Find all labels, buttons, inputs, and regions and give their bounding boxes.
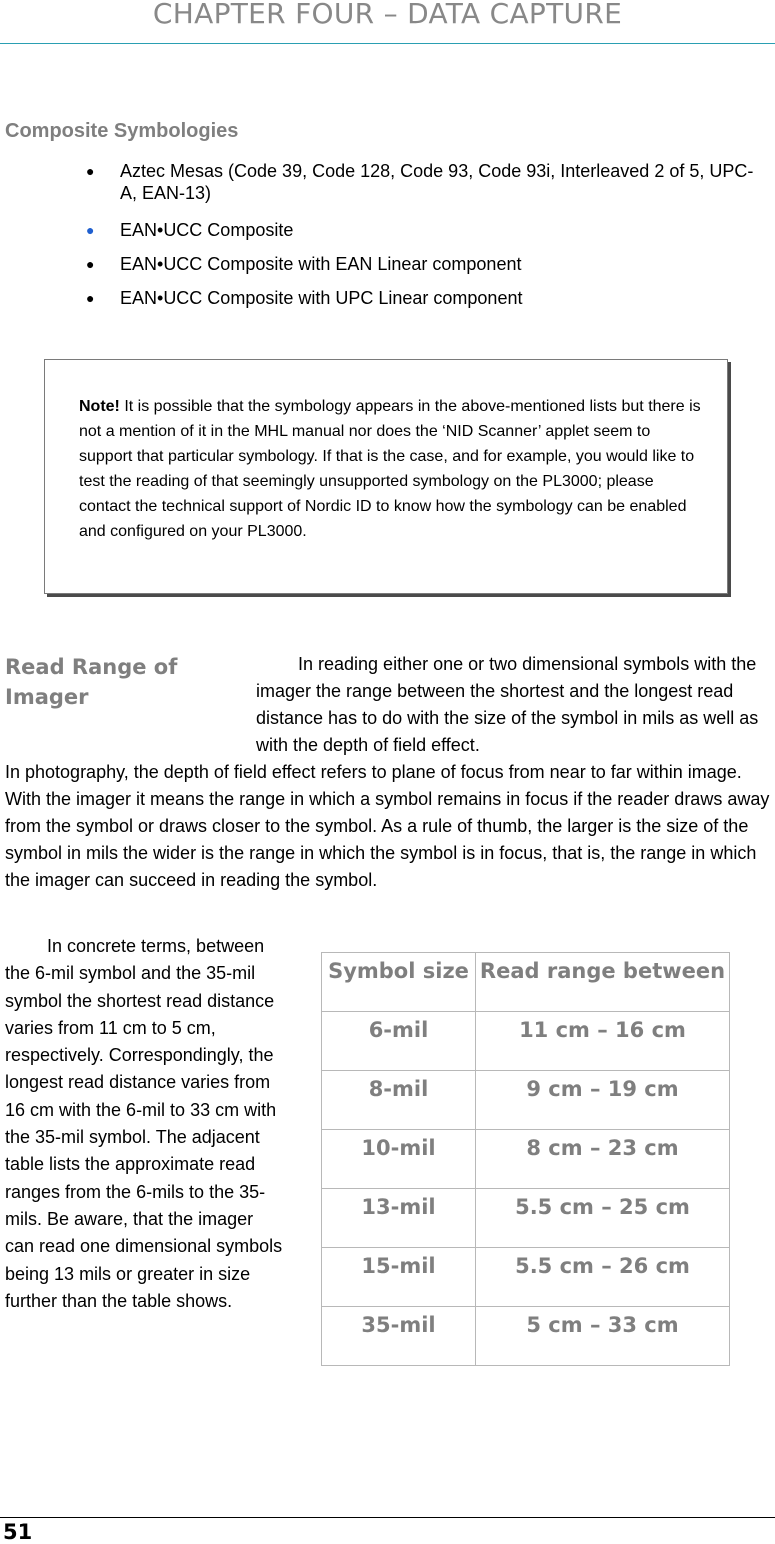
list-item-text: EAN•UCC Composite with UPC Linear component <box>120 288 523 308</box>
column-header-read-range: Read range between <box>476 953 730 1012</box>
cell-symbol-size: 13-mil <box>322 1189 476 1248</box>
cell-symbol-size: 8-mil <box>322 1071 476 1130</box>
note-text <box>79 394 703 544</box>
note-label: Note! <box>79 398 120 415</box>
page-number: 51 <box>3 1520 33 1544</box>
read-range-table <box>321 952 730 1366</box>
cell-read-range: 9 cm – 19 cm <box>476 1071 730 1130</box>
table-row <box>322 1071 730 1130</box>
table-row <box>322 1189 730 1248</box>
cell-read-range: 5.5 cm – 25 cm <box>476 1189 730 1248</box>
note-body: It is possible that the symbology appears in the above-mentioned lists but there is not a mention of it in the MHL manual nor does the ‘NID Scanner’ applet seem to support that particular symbology. If that is the case, and for example, you would like to test the reading of that seemingly unsupported symbology on the PL3000; please contact the technical support of Nordic ID to know how the symbology can be enabled and configured on your PL3000. <box>79 398 701 540</box>
section-title-composite: Composite Symbologies <box>5 120 239 142</box>
bullet-icon: ● <box>86 290 95 306</box>
read-range-paragraph-2: In photography, the depth of field effect refers to plane of focus from near to far within image. With the imager it means the range in which a symbol remains in focus if the reader draws away from the symbol or draws closer to the symbol. As a rule of thumb, the larger is the size of the symbol in mils the wider is the range in which the symbol is in focus, that is, the range in which the imager can succeed in reading the symbol. <box>5 762 770 890</box>
table-row <box>322 1307 730 1366</box>
bullet-icon: ● <box>86 256 95 272</box>
chapter-title: CHAPTER FOUR – DATA CAPTURE <box>152 0 623 30</box>
footer-divider <box>0 1517 775 1518</box>
table-header-row <box>322 953 730 1012</box>
note-box <box>44 359 728 594</box>
read-range-paragraph-1: In reading either one or two dimensional symbols with the imager the range between the shortest and the longest read distance has to do with the size of the symbol in mils as well as with the depth of field effect. <box>256 654 759 755</box>
cell-read-range: 8 cm – 23 cm <box>476 1130 730 1189</box>
cell-symbol-size: 10-mil <box>322 1130 476 1189</box>
concrete-terms-paragraph: In concrete terms, between the 6-mil symbol and the 35-mil symbol the shortest read distance varies from 11 cm to 5 cm, respectively. Correspondingly, the longest read distance varies from 16 cm with the 6-mil to 33 cm with the 35-mil symbol. The adjacent table lists the approximate read ranges from the 6-mils to the 35-mils. Be aware, that the imager can read one dimensional symbols being 13 mils or greater in size further than the table shows. <box>5 936 283 1311</box>
cell-symbol-size: 15-mil <box>322 1248 476 1307</box>
read-range-heading: Read Range of Imager <box>5 655 178 709</box>
cell-read-range: 11 cm – 16 cm <box>476 1012 730 1071</box>
list-item-text: Aztec Mesas (Code 39, Code 128, Code 93, Code 93i, Interleaved 2 of 5, UPC-A, EAN-13) <box>120 161 754 203</box>
list-item-text: EAN•UCC Composite with EAN Linear component <box>120 254 522 274</box>
list-item-text: EAN•UCC Composite <box>120 220 294 240</box>
column-header-symbol-size: Symbol size <box>322 953 476 1012</box>
table-row <box>322 1248 730 1307</box>
cell-read-range: 5 cm – 33 cm <box>476 1307 730 1366</box>
bullet-icon: ● <box>86 163 95 179</box>
table-row <box>322 1012 730 1071</box>
table-row <box>322 1130 730 1189</box>
cell-symbol-size: 6-mil <box>322 1012 476 1071</box>
cell-symbol-size: 35-mil <box>322 1307 476 1366</box>
page-header <box>0 0 775 44</box>
cell-read-range: 5.5 cm – 26 cm <box>476 1248 730 1307</box>
bullet-icon: ● <box>86 222 95 238</box>
